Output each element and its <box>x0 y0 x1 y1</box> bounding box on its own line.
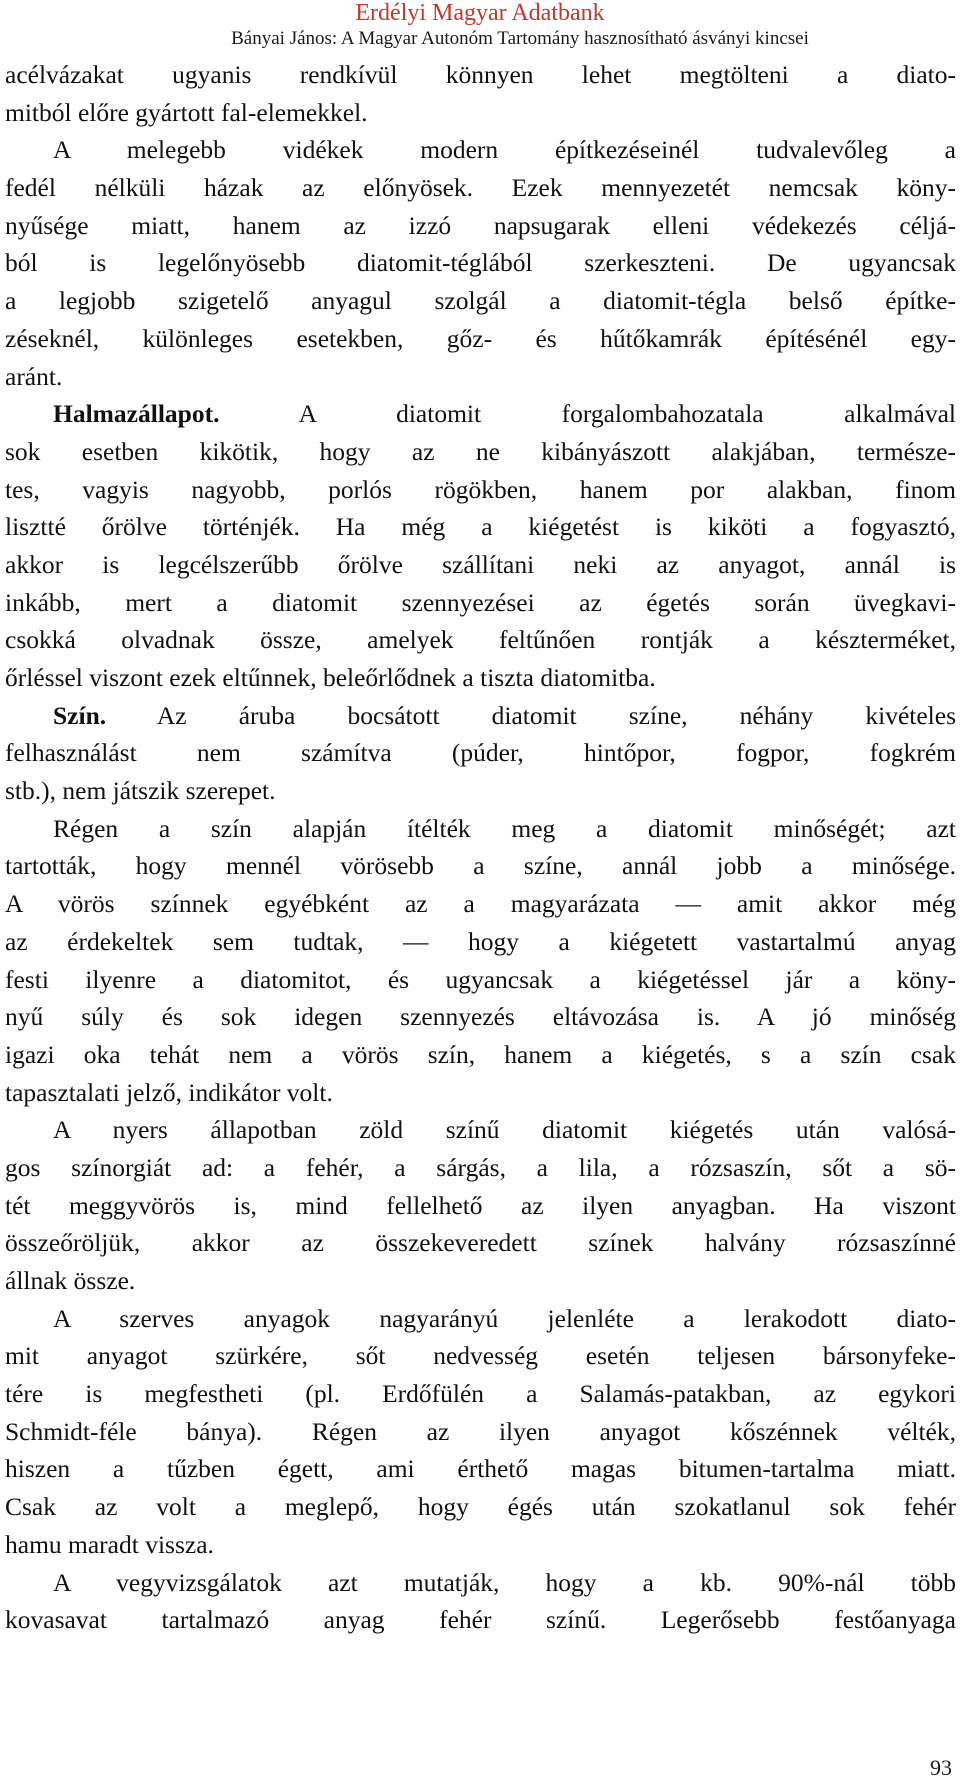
text-line: Csak az volt a meglepő, hogy égés után szokatlanul sok fehér <box>5 1492 956 1522</box>
text-line <box>5 395 956 433</box>
section-heading-halmazallapot: Halmazállapot. <box>53 399 220 429</box>
text-line: a legjobb szigetelő anyagul szolgál a diatomit-tégla belső építke- <box>5 286 956 316</box>
text-line: zéseknél, különleges esetekben, gőz- és hűtőkamrák építésénél egy- <box>5 323 956 353</box>
text-line <box>5 697 956 735</box>
text-line: nyű súly és sok idegen szennyezés eltávozása is. A jó minőség <box>5 1002 956 1032</box>
text-line: tét meggyvörös is, mind fellelhető az ilyen anyagban. Ha viszont <box>5 1190 956 1220</box>
text-line: A nyers állapotban zöld színű diatomit kiégetés után valósá- <box>53 1115 956 1145</box>
text-line: aránt. <box>5 361 63 391</box>
text-line: felhasználást nem számítva (púder, hintőpor, fogpor, fogkrém <box>5 738 956 768</box>
text-line: stb.), nem játszik szerepet. <box>5 776 276 806</box>
text-line: acélvázakat ugyanis rendkívül könnyen lehet megtölteni a diato- <box>5 60 956 89</box>
text-line: őrléssel viszont ezek eltűnnek, beleőrlődnek a tiszta diatomitba. <box>5 663 656 692</box>
text-segment: Az áruba bocsátott diatomit színe, néhány kivételes <box>156 700 956 730</box>
text-line: lisztté őrölve történjék. Ha még a kiégetést is kiköti a fogyasztó, <box>5 512 956 542</box>
page-header <box>0 0 960 52</box>
book-title: Bányai János: A Magyar Autonóm Tartomány hasznosítható ásványi kincsei <box>231 28 809 49</box>
text-line: csokká olvadnak össze, amelyek feltűnően rontják a készterméket, <box>5 625 956 655</box>
text-line: összeőröljük, akkor az összekeveredett színek halvány rózsaszínné <box>5 1228 956 1258</box>
page-number: 93 <box>930 1755 952 1780</box>
text-segment: A diatomit forgalombahozatala alkalmával <box>298 399 956 429</box>
text-line: tapasztalati jelző, indikátor volt. <box>5 1077 333 1107</box>
text-line: mit anyagot szürkére, sőt nedvesség esetén teljesen bársonyfeke- <box>5 1341 956 1371</box>
text-line: igazi oka tehát nem a vörös szín, hanem a kiégetés, s a szín csak <box>5 1039 956 1069</box>
text-line: sok esetben kikötik, hogy az ne kibányászott alakjában, természe- <box>5 436 956 466</box>
text-line: Schmidt-féle bánya). Régen az ilyen anyagot kőszénnek vélték, <box>5 1416 956 1446</box>
text-line: hiszen a tűzben égett, ami érthető magas bitumen-tartalma miatt. <box>5 1454 956 1484</box>
text-line: nyűsége miatt, hanem az izzó napsugarak elleni védekezés céljá- <box>5 210 956 240</box>
text-line: akkor is legcélszerűbb őrölve szállítani neki az anyagot, annál is <box>5 549 956 579</box>
text-line: ból is legelőnyösebb diatomit-téglából szerkeszteni. De ugyancsak <box>5 248 956 278</box>
text-line: kovasavat tartalmazó anyag fehér színű. Legerősebb festőanyaga <box>5 1605 956 1635</box>
text-line: tére is megfestheti (pl. Erdőfülén a Salamás-patakban, az egykori <box>5 1379 956 1409</box>
text-line: A vegyvizsgálatok azt mutatják, hogy a kb. 90%-nál több <box>53 1567 956 1597</box>
text-line: A szerves anyagok nagyarányú jelenléte a lerakodott diato- <box>53 1303 956 1333</box>
text-line: tartották, hogy mennél vörösebb a színe, annál jobb a minősége. <box>5 851 956 881</box>
text-line: állnak össze. <box>5 1266 136 1295</box>
text-line: inkább, mert a diatomit szennyezései az égetés során üvegkavi- <box>5 587 956 617</box>
text-line: A vörös színnek egyébként az a magyarázata — amit akkor még <box>5 889 956 919</box>
text-line: az érdekeltek sem tudtak, — hogy a kiégetett vastartalmú anyag <box>5 926 956 956</box>
body-text <box>5 56 956 1639</box>
site-title: Erdélyi Magyar Adatbank <box>355 0 605 26</box>
text-line: fedél nélküli házak az előnyösek. Ezek mennyezetét nemcsak köny- <box>5 173 956 203</box>
text-line: hamu maradt vissza. <box>5 1529 214 1559</box>
text-line: festi ilyenre a diatomitot, és ugyancsak a kiégetéssel jár a köny- <box>5 964 956 994</box>
text-line: A melegebb vidékek modern építkezéseinél tudvalevőleg a <box>53 135 956 165</box>
text-line: tes, vagyis nagyobb, porlós rögökben, hanem por alakban, finom <box>5 474 956 504</box>
text-line: gos színorgiát ad: a fehér, a sárgás, a lila, a rózsaszín, sőt a sö- <box>5 1152 956 1182</box>
text-line: Régen a szín alapján ítélték meg a diatomit minőségét; azt <box>53 813 956 843</box>
text-line: mitból előre gyártott fal-elemekkel. <box>5 97 368 127</box>
section-heading-szin: Szín. <box>53 700 107 730</box>
